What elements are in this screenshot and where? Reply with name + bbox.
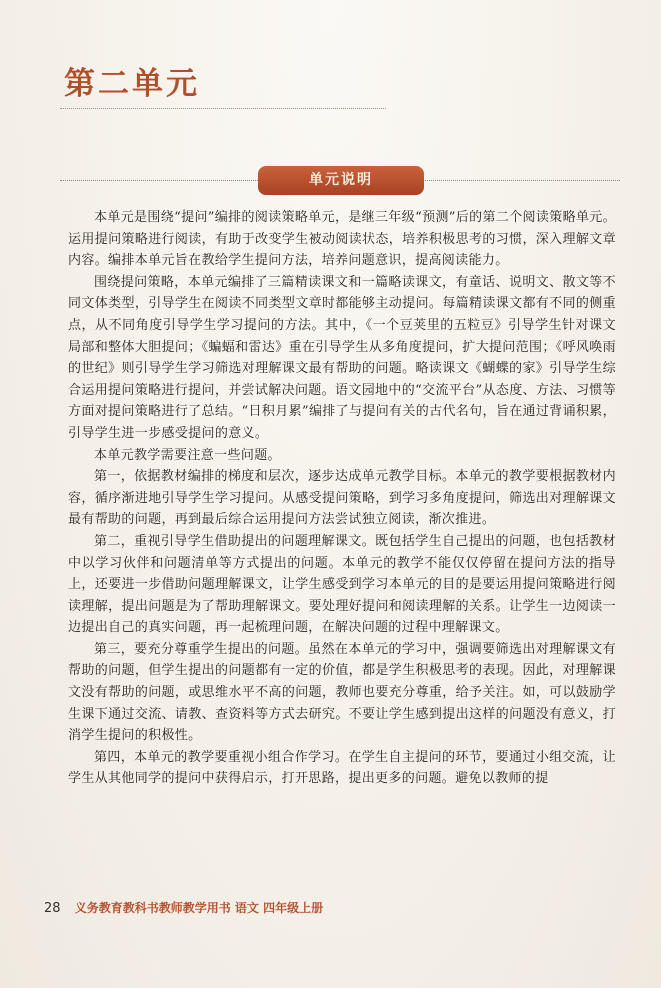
paragraph: 第一，依据教材编排的梯度和层次，逐步达成单元教学目标。本单元的教学要根据教材内容，循序渐进地引导学生学习提问。从感受提问策略，到学习多角度提问，筛选出对理解课文最有帮助的问题，再到最后综合运用提问方法尝试独立阅读，渐次推进。 [68,469,616,528]
unit-title: 第二单元 [64,66,200,102]
title-divider [60,108,386,109]
paragraph: 围绕提问策略，本单元编排了三篇精读课文和一篇略读课文，有童话、说明文、散文等不同文体类型，引导学生在阅读不同类型文章时都能够主动提问。每篇精读课文都有不同的侧重点，从不同角度引导学生学习提问的方法。其中，《一个豆荚里的五粒豆》引导学生针对课文局部和整体大胆提问；《蝙蝠和雷达》重在引导学生从多角度提问，扩大提问范围；《呼风唤雨的世纪》则引导学生学习筛选对理解课文最有帮助的问题。略读课文《蝴蝶的家》引导学生综合运用提问策略进行提问，并尝试解决问题。语文园地中的“交流平台”从态度、方法、习惯等方面对提问策略进行了总结。“日积月累”编排了与提问有关的古代名句，旨在通过背诵积累，引导学生进一步感受提问的意义。 [68,274,616,441]
paragraph: 本单元是围绕“提问”编排的阅读策略单元，是继三年级“预测”后的第二个阅读策略单元。运用提问策略进行阅读，有助于改变学生被动阅读状态，培养积极思考的习惯，深入理解文章内容。编排本单元旨在教给学生提问方法，培养问题意识，提高阅读能力。 [68,210,616,269]
section-badge: 单元说明 [258,166,424,195]
section-header [60,162,620,198]
paragraph: 第三，要充分尊重学生提出的问题。虽然在本单元的学习中，强调要筛选出对理解课文有帮助的问题，但学生提出的问题都有一定的价值，都是学生积极思考的表现。因此，对理解课文没有帮助的问题，或思维水平不高的问题，教师也要充分尊重，给予关注。如，可以鼓励学生课下通过交流、请教、查资料等方式去研究。不要让学生感到提出这样的问题没有意义，打消学生提问的积极性。 [68,641,616,744]
page-footer [44,899,323,916]
page-number: 28 [44,901,61,916]
book-title: 义务教育教科书教师教学用书 语文 四年级上册 [74,901,324,915]
body-text [68,207,616,790]
paragraph: 第四，本单元的教学要重视小组合作学习。在学生自主提问的环节，要通过小组交流，让学生从其他同学的提问中获得启示，打开思路，提出更多的问题。避免以教师的提 [68,749,616,787]
paragraph: 第二，重视引导学生借助提出的问题理解课文。既包括学生自己提出的问题，也包括教材中以学习伙伴和问题清单等方式提出的问题。本单元的教学不能仅仅停留在提问方法的指导上，还要进一步借助问题理解课文，让学生感受到学习本单元的目的是要运用提问策略进行阅读理解，提出问题是为了帮助理解课文。要处理好提问和阅读理解的关系。让学生一边阅读一边提出自己的真实问题，再一起梳理问题，在解决问题的过程中理解课文。 [68,533,616,636]
paragraph: 本单元教学需要注意一些问题。 [94,447,281,463]
